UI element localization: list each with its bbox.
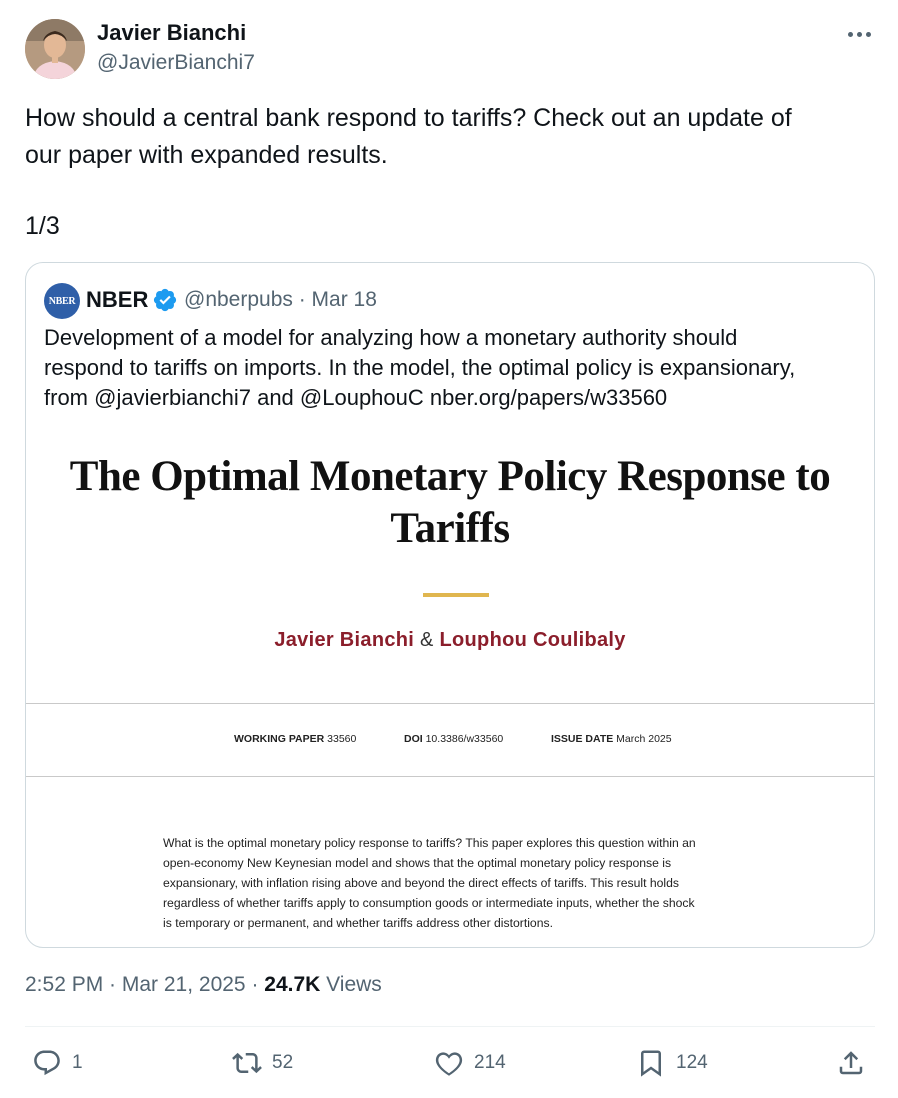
quoted-tweet-text — [44, 323, 864, 413]
quoted-text-line: respond to tariffs on imports. In the model, the optimal policy is expansionary, — [44, 355, 796, 380]
repost-count: 52 — [272, 1052, 294, 1073]
tweet-timestamp — [25, 973, 382, 997]
author-avatar[interactable] — [25, 19, 85, 79]
wp-value: 33560 — [327, 733, 357, 745]
quoted-text-line: from @javierbianchi7 and @LouphouC nber.org/papers/w33560 — [44, 385, 668, 410]
like-count: 214 — [474, 1052, 506, 1073]
bookmark-count: 124 — [676, 1052, 708, 1073]
abstract-line: is temporary or permanent, and whether tariffs address other distortions. — [163, 916, 553, 930]
thread-indicator: 1/3 — [25, 212, 60, 240]
author-handle[interactable]: @JavierBianchi7 — [97, 51, 255, 74]
quoted-handle-date[interactable]: @nberpubs · Mar 18 — [184, 288, 377, 311]
abstract-line: What is the optimal monetary policy response to tariffs? This paper explores this question within an — [163, 836, 696, 850]
doi-value: 10.3386/w33560 — [425, 733, 504, 745]
wp-label: WORKING PAPER — [234, 733, 325, 745]
bookmark-icon — [636, 1048, 666, 1078]
issue-value: March 2025 — [616, 733, 672, 745]
paper-author-1: Javier Bianchi — [274, 629, 415, 651]
tweet-text-line: How should a central bank respond to tariffs? Check out an update of — [25, 104, 792, 132]
like-icon — [434, 1048, 464, 1078]
paper-title-line: The Optimal Monetary Policy Response to — [69, 453, 831, 500]
paper-title — [26, 451, 874, 555]
actions-divider — [25, 1026, 875, 1027]
more-icon[interactable] — [842, 20, 878, 48]
nber-avatar[interactable]: NBER — [44, 283, 80, 319]
reply-count: 1 — [72, 1052, 83, 1073]
reply-icon — [32, 1048, 62, 1078]
doi-label: DOI — [404, 733, 423, 745]
paper-author-2: Louphou Coulibaly — [439, 629, 626, 651]
bookmark-button[interactable] — [636, 1046, 708, 1080]
paper-meta — [26, 733, 874, 747]
share-icon — [836, 1048, 866, 1078]
like-button[interactable] — [434, 1046, 506, 1080]
quoted-author-name[interactable]: NBER — [86, 287, 149, 312]
quoted-tweet-card[interactable] — [25, 262, 875, 948]
time-date[interactable]: 2:52 PM · Mar 21, 2025 · — [25, 973, 265, 996]
share-button[interactable] — [836, 1046, 866, 1080]
paper-authors — [26, 629, 874, 652]
paper-divider-top — [26, 703, 874, 704]
reply-button[interactable] — [32, 1046, 83, 1080]
repost-icon — [232, 1048, 262, 1078]
views-count: 24.7K — [264, 973, 321, 996]
author-name[interactable]: Javier Bianchi — [97, 20, 247, 45]
abstract-line: expansionary, with inflation rising above and beyond the direct effects of tariffs. This result holds — [163, 876, 680, 890]
abstract-line: open-economy New Keynesian model and shows that the optimal monetary policy response is — [163, 856, 672, 870]
tweet-text-line: our paper with expanded results. — [25, 141, 388, 169]
paper-abstract — [163, 833, 763, 933]
title-divider — [423, 593, 489, 597]
abstract-line: regardless of whether tariffs apply to consumption goods or intermediate inputs, whether the shock — [163, 896, 695, 910]
paper-divider-bottom — [26, 776, 874, 777]
issue-label: ISSUE DATE — [551, 733, 614, 745]
verified-icon — [152, 287, 178, 313]
tweet-text — [25, 100, 875, 174]
paper-author-separator: & — [420, 629, 434, 651]
quoted-text-line: Development of a model for analyzing how a monetary authority should — [44, 325, 738, 350]
paper-title-line: Tariffs — [390, 505, 510, 552]
views-label: Views — [320, 973, 382, 996]
repost-button[interactable] — [232, 1046, 293, 1080]
